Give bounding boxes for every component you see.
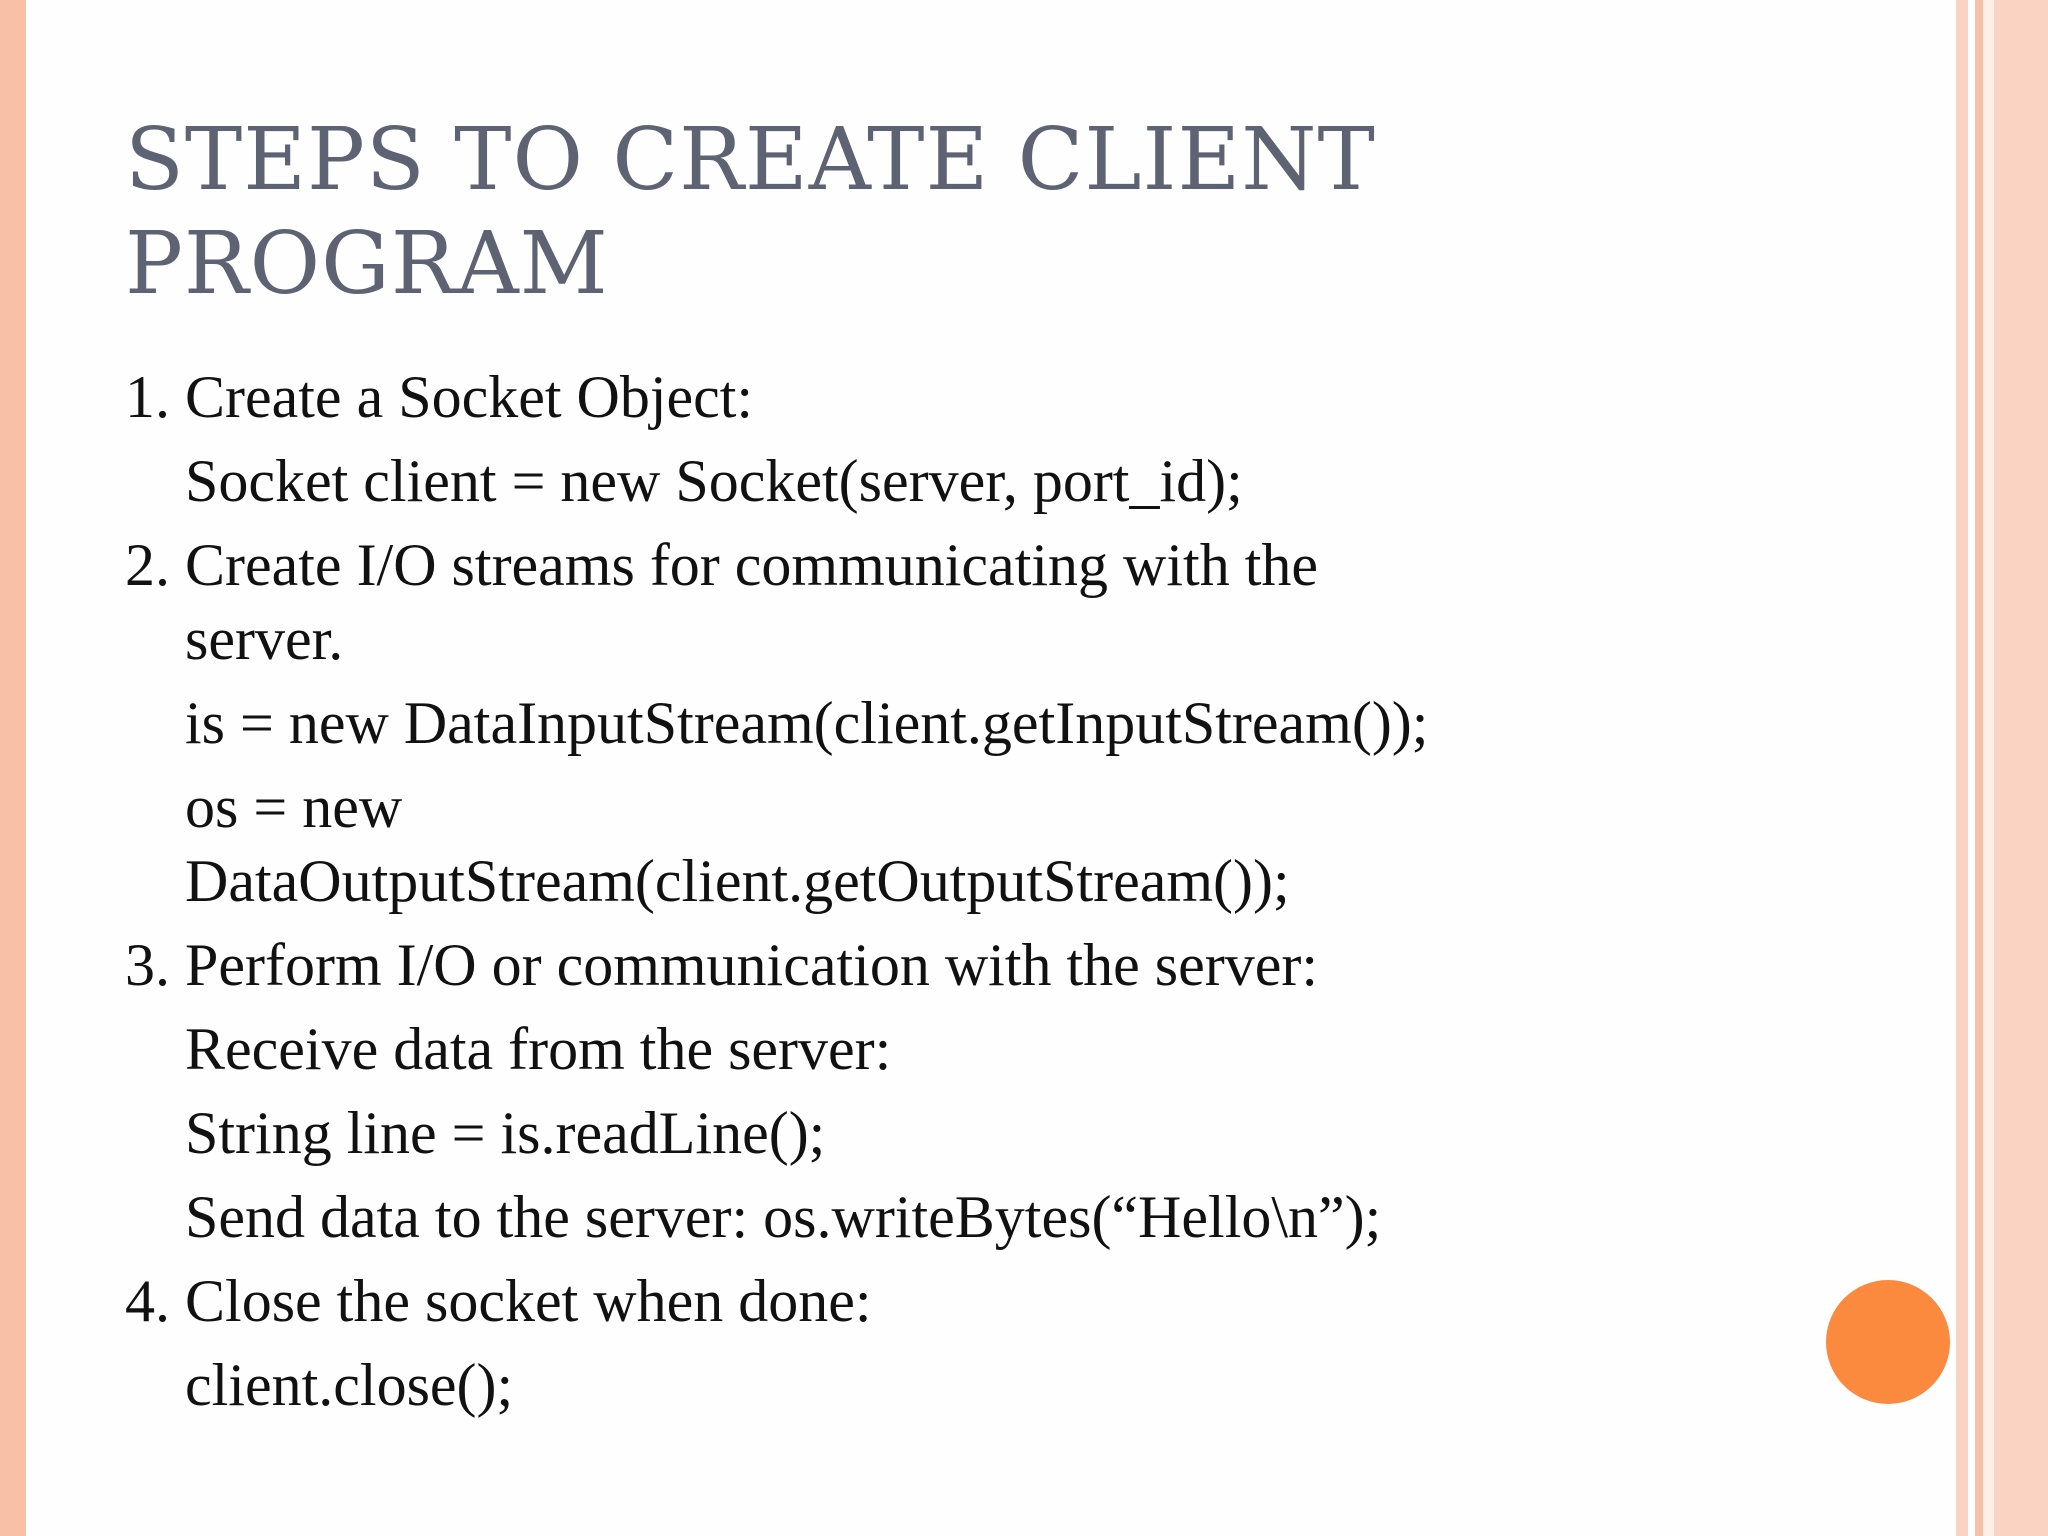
step-3-send-code: Send data to the server: os.writeBytes(“Hello\n”); xyxy=(185,1184,1382,1250)
step-2-heading: 2. Create I/O streams for communicating with the xyxy=(125,532,1318,598)
step-3-heading: 3. Perform I/O or communication with the server: xyxy=(125,932,1319,998)
step-4-heading: 4. Close the socket when done: xyxy=(125,1268,872,1334)
slide-body xyxy=(125,360,1765,1432)
step-2-input-stream-code: is = new DataInputStream(client.getInputStream()); xyxy=(185,690,1429,756)
step-3-receive-label: Receive data from the server: xyxy=(185,1016,892,1082)
right-border-stripe-middle xyxy=(1975,0,1983,1536)
orange-circle-icon xyxy=(1826,1280,1950,1404)
right-border-stripe-inner xyxy=(1956,0,1968,1536)
step-1-heading: 1. Create a Socket Object: xyxy=(125,364,754,430)
right-border-gap xyxy=(1983,0,1994,1536)
right-border-stripe-outer xyxy=(1994,0,2048,1536)
slide-title: STEPS TO CREATE CLIENT PROGRAM xyxy=(125,110,1376,314)
left-border-stripe xyxy=(0,0,26,1536)
step-2-output-stream-code-continued: DataOutputStream(client.getOutputStream()); xyxy=(185,848,1290,914)
step-1-code: Socket client = new Socket(server, port_id); xyxy=(185,448,1243,514)
step-3-receive-code: String line = is.readLine(); xyxy=(185,1100,826,1166)
step-2-output-stream-code: os = new xyxy=(185,774,403,840)
step-4-code: client.close(); xyxy=(185,1352,514,1418)
step-2-heading-continued: server. xyxy=(185,606,344,672)
